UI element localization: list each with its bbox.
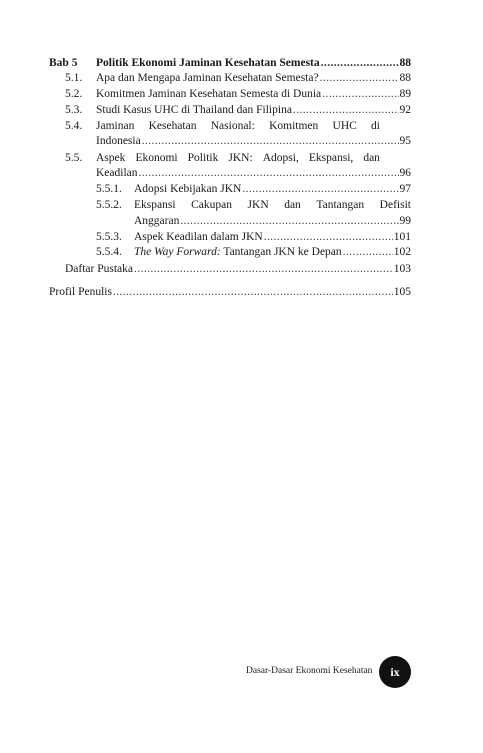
title-word: Ekspansi, xyxy=(308,152,354,164)
title-word: di xyxy=(371,120,380,132)
section-title-cont: Indonesia xyxy=(96,135,141,147)
toc-section-5-2[interactable] xyxy=(65,87,411,102)
title-word: Adopsi, xyxy=(262,152,299,164)
title-word: dan xyxy=(284,199,301,211)
bibliography-page: 103 xyxy=(393,263,411,275)
title-word: Nasional: xyxy=(210,120,255,132)
section-number: 5.5. xyxy=(65,152,83,164)
subsection-number: 5.5.3. xyxy=(96,231,122,243)
page-number-badge: ix xyxy=(379,656,411,688)
section-title: Studi Kasus UHC di Thailand dan Filipina xyxy=(96,104,292,116)
title-word: dan xyxy=(363,152,380,164)
section-page: 88 xyxy=(399,72,411,84)
subsection-page: 101 xyxy=(393,231,411,243)
section-number: 5.2. xyxy=(65,88,83,100)
title-word: Defisit xyxy=(379,199,411,211)
section-number: 5.3. xyxy=(65,104,83,116)
title-word: Ekonomi xyxy=(135,152,178,164)
dot-leader xyxy=(321,56,399,71)
toc-author-profile[interactable] xyxy=(49,285,411,300)
section-page: 92 xyxy=(399,104,411,116)
toc-bibliography[interactable] xyxy=(65,262,411,277)
toc-section-5-1[interactable] xyxy=(65,71,411,86)
dot-leader xyxy=(139,166,399,181)
toc-chapter-5[interactable] xyxy=(49,56,411,71)
title-word: Ekspansi xyxy=(134,199,176,211)
section-title-line[interactable] xyxy=(96,119,380,134)
dot-leader xyxy=(293,103,399,118)
subsection-number: 5.5.1. xyxy=(96,183,122,195)
title-word: Kesehatan xyxy=(148,120,197,132)
dot-leader xyxy=(264,230,393,245)
toc-section-5-3[interactable] xyxy=(65,103,411,118)
toc-subsection-5-5-2[interactable] xyxy=(134,214,411,229)
title-word: Jaminan xyxy=(96,120,135,132)
subsection-title: Adopsi Kebijakan JKN xyxy=(134,183,242,195)
section-page: 89 xyxy=(399,88,411,100)
section-number: 5.1. xyxy=(65,72,83,84)
section-page: 95 xyxy=(399,135,411,147)
dot-leader xyxy=(134,262,393,277)
dot-leader xyxy=(113,285,393,300)
section-title: Komitmen Jaminan Kesehatan Semesta di Dunia xyxy=(96,88,322,100)
subsection-number: 5.5.4. xyxy=(96,246,122,258)
section-title-cont: Keadilan xyxy=(96,167,138,179)
title-word: Komitmen xyxy=(269,120,319,132)
title-word: UHC xyxy=(332,120,357,132)
chapter-page: 88 xyxy=(399,57,411,69)
title-word: Tantangan xyxy=(316,199,365,211)
author-profile-title: Profil Penulis xyxy=(49,286,112,298)
author-profile-page: 105 xyxy=(393,286,411,298)
section-title: Apa dan Mengapa Jaminan Kesehatan Semesta? xyxy=(96,72,319,84)
dot-leader xyxy=(343,245,393,260)
toc-subsection-5-5-1[interactable] xyxy=(96,182,411,197)
title-word: JKN xyxy=(247,199,269,211)
subsection-title-cont: Anggaran xyxy=(134,215,180,227)
toc-section-5-5[interactable] xyxy=(96,166,411,181)
title-word: Cakupan xyxy=(191,199,232,211)
title-word: JKN: xyxy=(228,152,253,164)
subsection-number: 5.5.2. xyxy=(96,199,122,211)
subsection-title: Tantangan JKN ke Depan xyxy=(220,246,342,258)
toc-subsection-5-5-3[interactable] xyxy=(96,230,411,245)
subsection-page: 97 xyxy=(399,183,411,195)
dot-leader xyxy=(142,134,399,149)
subsection-title-line[interactable] xyxy=(134,198,411,213)
subsection-title: Aspek Keadilan dalam JKN xyxy=(134,231,263,243)
section-title-line[interactable] xyxy=(96,151,380,166)
dot-leader xyxy=(180,214,398,229)
chapter-label: Bab 5 xyxy=(49,57,78,69)
title-word: Aspek xyxy=(96,152,126,164)
section-number: 5.4. xyxy=(65,120,83,132)
dot-leader xyxy=(242,182,398,197)
chapter-title: Politik Ekonomi Jaminan Kesehatan Semesta xyxy=(96,57,320,69)
subsection-page: 99 xyxy=(399,215,411,227)
subsection-page: 102 xyxy=(393,246,411,258)
toc-section-5-4[interactable] xyxy=(96,134,411,149)
subsection-title-italic: The Way Forward: xyxy=(134,246,221,258)
title-word: Politik xyxy=(187,152,219,164)
dot-leader xyxy=(320,71,399,86)
bibliography-title: Daftar Pustaka xyxy=(65,263,134,275)
footer-book-title: Dasar-Dasar Ekonomi Kesehatan xyxy=(246,666,373,676)
dot-leader xyxy=(322,87,398,102)
section-page: 96 xyxy=(399,167,411,179)
toc-subsection-5-5-4[interactable] xyxy=(96,245,411,260)
